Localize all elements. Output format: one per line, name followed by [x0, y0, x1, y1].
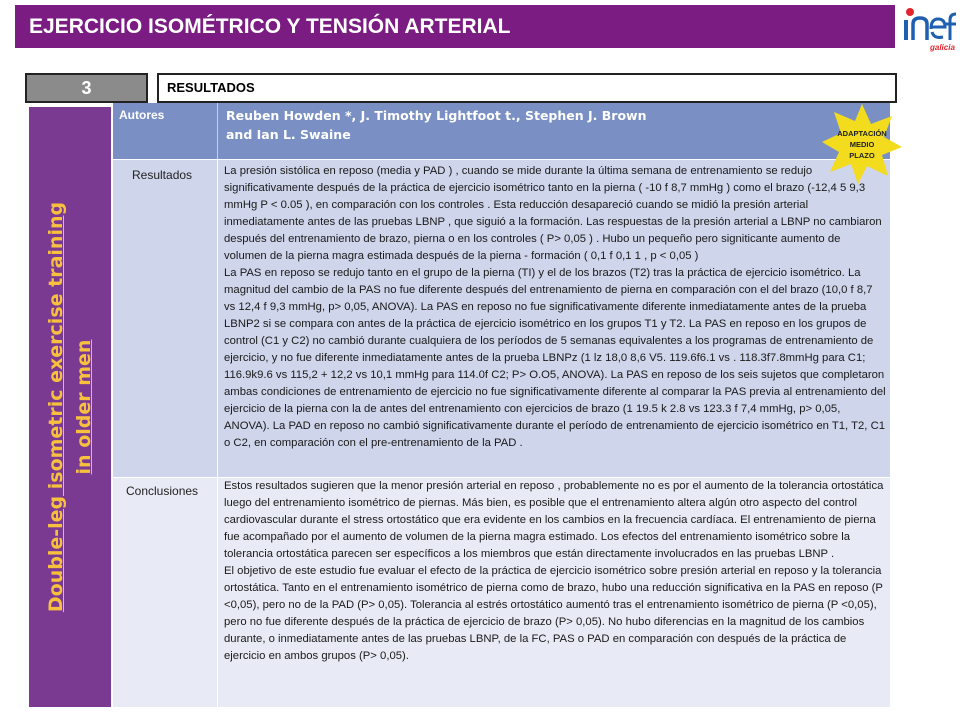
study-title-line2: in older men — [73, 339, 95, 475]
badge-line2: MEDIO — [849, 140, 875, 149]
authors-line2: and Ian L. Swaine — [226, 127, 351, 142]
results-label: Resultados — [132, 168, 193, 182]
conclusions-text: Estos resultados sugieren que la menor presión arterial en reposo , probablemente no es por el aumento de la tolerancia ortostática luego del entrenamiento isométrico de piernas. Más bien, es posible que el entrenamiento altera algún otro aspecto del control cardiovascular durante el stress ortostático que era evidente en los cambios en la frecuencia cardíaca. El entrenamiento de pierna fue acompañado por el aumento de volumen de la pierna magra estimado. Los efectos del entrenamiento isométrico sobre la tolerancia ortostática parecen ser específicos a los miembros que están directamente involucrados en las pruebas LBNP . El objetivo de este estudio fue evaluar el efecto de la práctica de ejercicio isométrico sobre presión arterial en reposo y la tolerancia ortostática. Tanto en el entrenamiento isométrico de pierna como de brazo, hubo una reducción significativa en la PAS en reposo (P <0,05), pero no de la PAD (P> 0,05). Tolerancia al estrés ortostático aumentó tras el entrenamiento isométrico de pierna (P <0,05), pero no fue diferente después de la práctica de ejercicio de brazo (P> 0,05). No hubo diferencias en la magnitud de los cambios durante, o inmediatamente antes de las pruebas LBNP, de la FC, PAS o PAD en comparación con después de la práctica de ejercicio en ambos grupos (P> 0,05). — [224, 480, 884, 662]
badge-label — [828, 128, 896, 161]
svg-text:galicia: galicia — [930, 43, 955, 52]
authors-divider — [217, 103, 218, 159]
authors-names — [226, 106, 696, 144]
conclusions-label: Conclusiones — [126, 484, 199, 498]
row-divider — [113, 477, 890, 478]
slide-title: EJERCICIO ISOMÉTRICO Y TENSIÓN ARTERIAL — [15, 5, 895, 48]
section-label: RESULTADOS — [157, 73, 897, 103]
inef-galicia-logo — [900, 2, 958, 52]
study-title — [42, 107, 98, 707]
section-number: 3 — [25, 73, 148, 103]
authors-line1: Reuben Howden *, J. Timothy Lightfoot t., Stephen J. Brown — [226, 108, 647, 123]
results-text: La presión sistólica en reposo (media y PAD ) , cuando se mide durante la última semana de entrenamiento se redujo significativamente después de la práctica de ejercicio isométrico tanto en la pierna ( -10 f 8,7 mmHg ) como el brazo (-12,4 5 9,3 mmHg P < 0.05 ), en comparación con los controles . Esta reducción desapareció cuando se midió la presión arterial inmediatamente antes de las pruebas LBNP , que siguió a la formación. Las respuestas de la presión arterial a LBNP no cambiaron después del entrenamiento de brazo, pierna o en los controles ( P> 0,05 ) . Hubo un pequeño pero signiticante aumento de volumen de la pierna magra estimada después de la pierna - formación ( 0,1 f 0,1 1 , p < 0,05 ) La PAS en reposo se redujo tanto en el grupo de la pierna (TI) y el de los brazos (T2) tras la práctica de ejercicio isométrico. La magnitud del cambio de la PAS no fue diferente después del entrenamiento de pierna en comparación con el del brazo (10,0 f 8,7 vs 12,4 f 9,3 mmHg, p> 0,05, ANOVA). La PAS en reposo no fue significativamente diferente inmediatamente antes de la prueba LBNP2 si se compara con antes de la práctica de ejercicio isométrico en los grupos T1 y T2. La PAS en reposo en los grupos de control (C1 y C2) no cambió durante cualquiera de los períodos de 5 semanas equivalentes a los programas de entrenamiento de ejercicio, y no fue diferente inmediatamente antes de la prueba LBNPz (1 lz 18,0 8,6 V5. 119.6f6.1 vs . 118.3f7.8mmHg para C1; 116.9k9.6 vs 115,2 + 12,2 vs 10,1 mmHg para 114.0f C2; P> O.O5, ANOVA). La PAS en reposo de los seis sujetos que completaron ambas condiciones de entrenamiento de ejercicio no fue significativamente diferente al comparar la PAS previa al entrenamiento del ejercicio de la pierna con la de antes del entrenamiento con ejercicios de brazo (1 19.5 k 2.8 vs 123.3 f 7,4 mmHg, p> 0,05, ANOVA). La PAD en reposo no cambió significativamente durante el período de entrenamiento de ejercicio isométrico en T1, T2, C1 o C2, en comparación con el pre-entrenamiento de la PAD . — [224, 165, 886, 449]
badge-line3: PLAZO — [849, 151, 875, 160]
column-divider — [217, 159, 218, 707]
authors-label: Autores — [119, 108, 165, 122]
row-divider — [113, 159, 890, 160]
study-title-line1: Double-leg isometric exercise training — [45, 201, 67, 613]
badge-line1: ADAPTACIÓN — [837, 129, 887, 138]
